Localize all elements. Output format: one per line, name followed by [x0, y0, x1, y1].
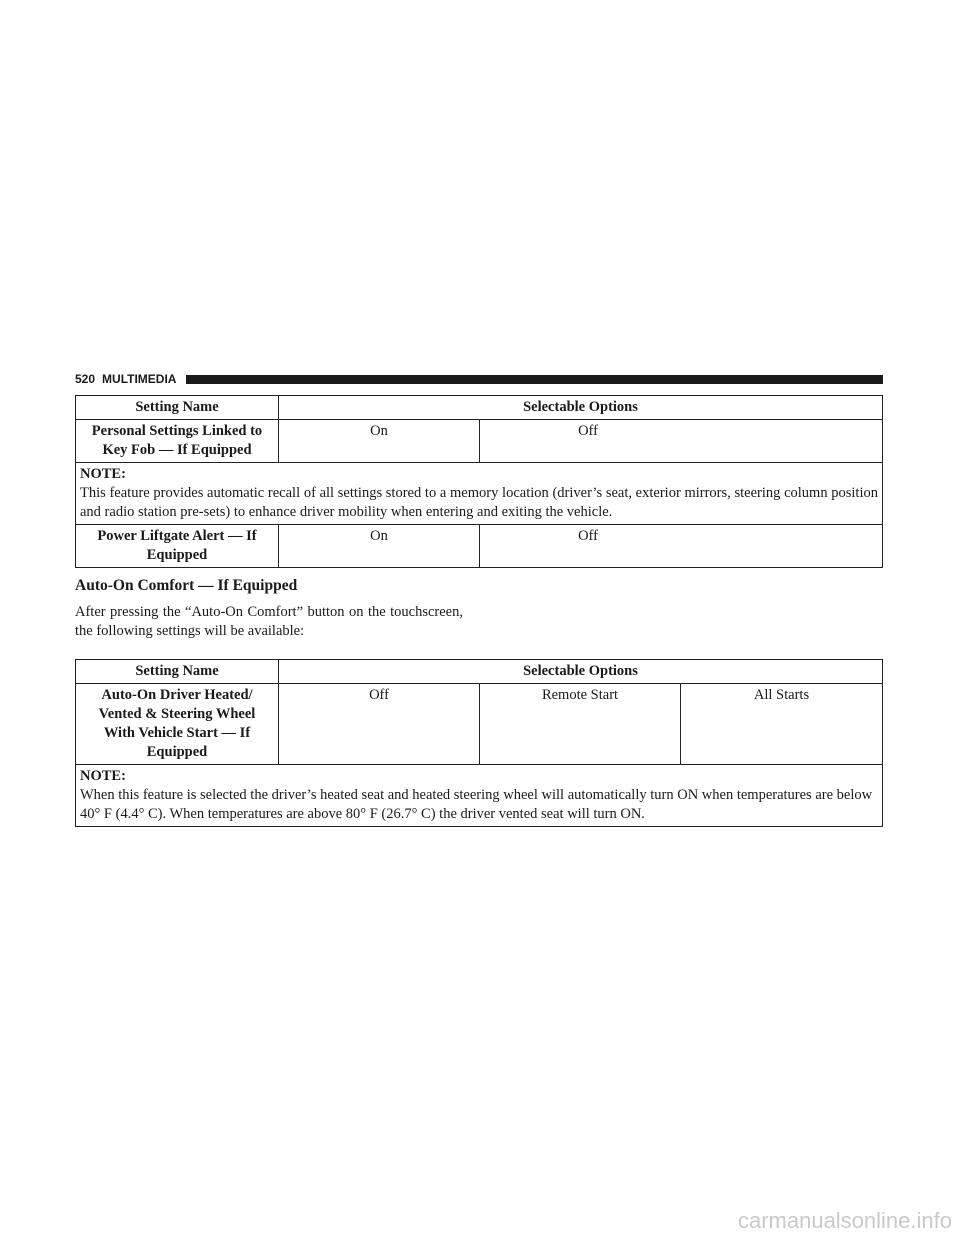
note-row — [76, 765, 883, 827]
column-header-setting-name: Setting Name — [76, 396, 279, 420]
page-header — [75, 372, 883, 386]
column-header-selectable-options: Selectable Options — [279, 396, 883, 420]
note-label: NOTE: — [80, 466, 126, 482]
table-row — [76, 525, 883, 568]
option-cell: All Starts — [681, 684, 883, 765]
header-rule — [186, 375, 883, 384]
option-cell: Remote Start — [480, 684, 681, 765]
note-row — [76, 463, 883, 525]
setting-name-cell: Power Liftgate Alert — If Equipped — [76, 525, 279, 568]
table-header-row — [76, 396, 883, 420]
note-label: NOTE: — [80, 768, 126, 784]
note-cell — [76, 463, 883, 525]
page-number: 520 — [75, 372, 96, 386]
watermark-link[interactable]: carmanualsonline.info — [737, 1208, 952, 1233]
table-row — [76, 684, 883, 765]
option-cell: Off — [279, 684, 480, 765]
section-title: MULTIMEDIA — [102, 372, 177, 386]
column-header-selectable-options: Selectable Options — [279, 660, 883, 684]
settings-table-auto-on — [75, 659, 883, 827]
setting-name-cell: Personal Settings Linked to Key Fob — If Equipped — [76, 420, 279, 463]
option-cell: Off — [480, 420, 883, 463]
table-header-row — [76, 660, 883, 684]
section-heading: Auto-On Comfort — If Equipped — [75, 577, 298, 594]
intro-paragraph: After pressing the “Auto-On Comfort” button on the touchscreen, the following settings will be available: — [75, 604, 463, 639]
option-cell: Off — [480, 525, 883, 568]
note-text: When this feature is selected the driver’s heated seat and heated steering wheel will automatically turn ON when temperatures are below 40° F (4.4° C). When temperatures are above 80° F (26.7° C) the driver vented seat will turn ON. — [80, 787, 873, 822]
table-row — [76, 420, 883, 463]
note-cell — [76, 765, 883, 827]
settings-table-personal — [75, 395, 883, 568]
option-cell: On — [279, 420, 480, 463]
note-text: This feature provides automatic recall of all settings stored to a memory location (driver’s seat, exterior mirrors, steering column position and radio station pre-sets) to enhance driver mobility when entering and exiting the vehicle. — [80, 485, 878, 520]
column-header-setting-name: Setting Name — [76, 660, 279, 684]
option-cell: On — [279, 525, 480, 568]
setting-name-cell: Auto-On Driver Heated/ Vented & Steering Wheel With Vehicle Start — If Equipped — [76, 684, 279, 765]
